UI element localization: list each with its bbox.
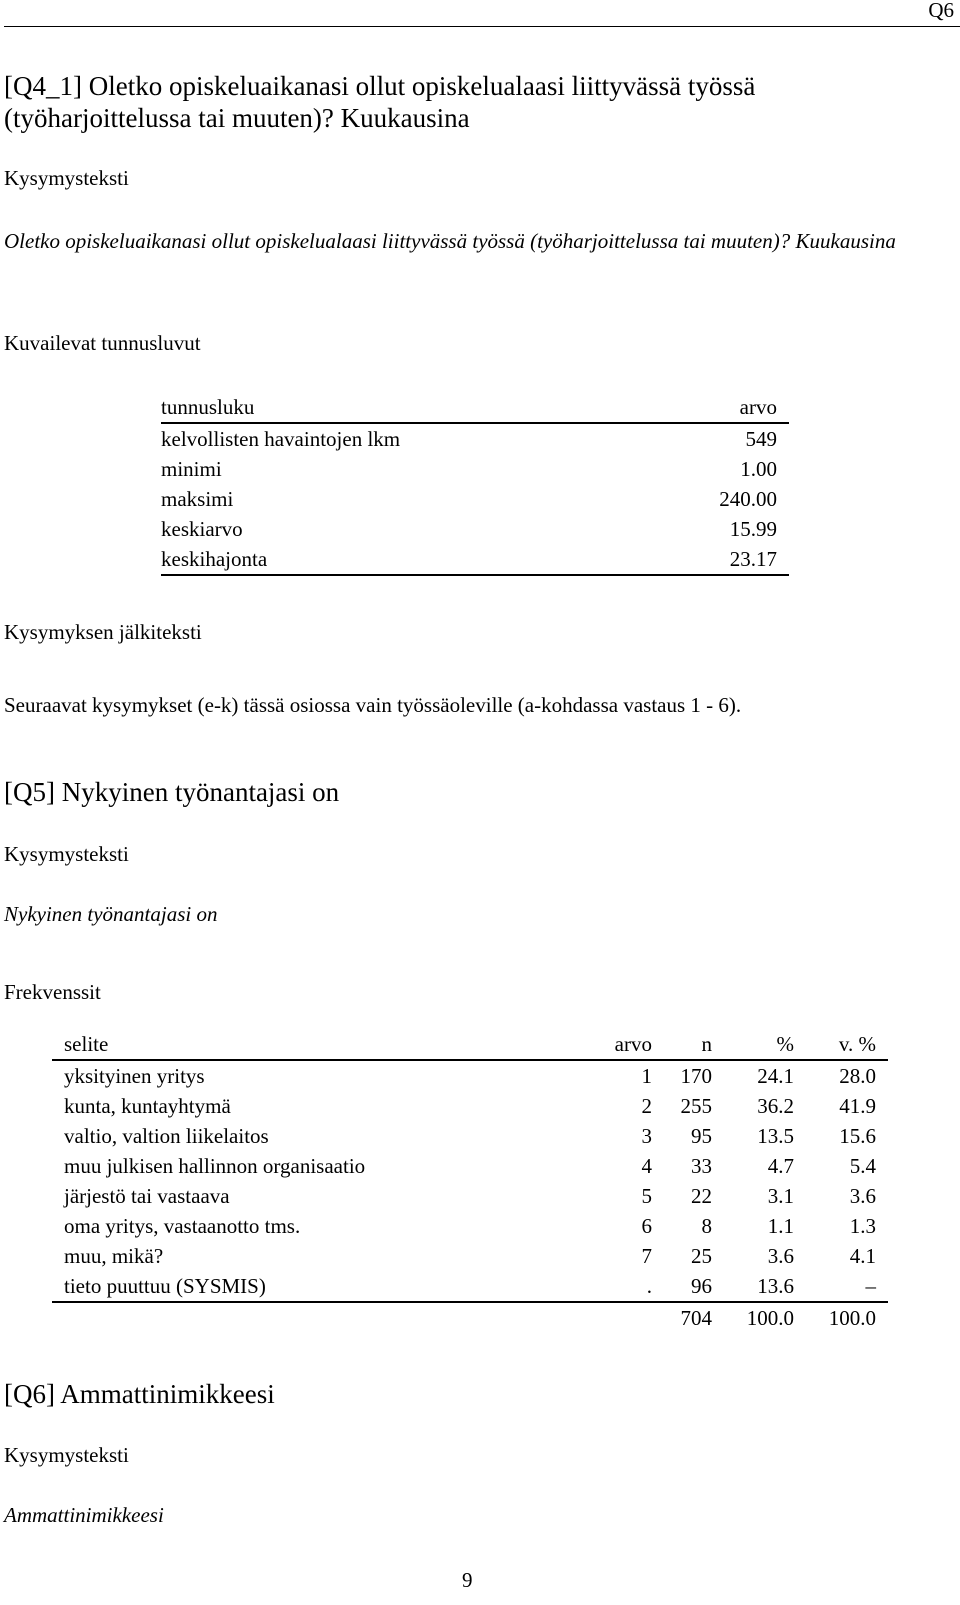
freq-total-n: 704: [680, 1306, 712, 1330]
freq-n: 25: [691, 1244, 712, 1268]
freq-percent: 13.5: [757, 1124, 794, 1148]
stats-header-value: arvo: [739, 395, 777, 419]
q4-question-text: Oletko opiskeluaikanasi ollut opiskelualaasi liittyvässä työssä (työharjoittelussa tai muuten)? Kuukausina: [4, 229, 896, 253]
freq-n: 22: [691, 1184, 712, 1208]
q4-after-text: Seuraavat kysymykset (e-k) tässä osiossa vain työssäoleville (a-kohdassa vastaus 1 - 6).: [4, 693, 742, 717]
q5-question-heading: Kysymysteksti: [4, 842, 129, 866]
stats-value: 1.00: [740, 457, 777, 481]
freq-percent: 3.1: [767, 1184, 794, 1208]
freq-label: muu, mikä?: [64, 1244, 164, 1268]
freq-valid-percent: 41.9: [839, 1094, 876, 1118]
freq-percent: 24.1: [757, 1064, 794, 1088]
freq-table: [52, 1029, 888, 1333]
freq-valid-percent: 3.6: [849, 1184, 876, 1208]
q6-title: [Q6] Ammattinimikkeesi: [4, 1379, 275, 1409]
header-rule: [4, 26, 960, 27]
stats-header-label: tunnusluku: [161, 395, 255, 419]
stats-label: minimi: [161, 457, 222, 481]
freq-value: 5: [641, 1184, 652, 1208]
freq-header-valid-percent: v. %: [838, 1032, 876, 1056]
stats-label: maksimi: [161, 487, 234, 511]
q6-question-text: Ammattinimikkeesi: [4, 1503, 164, 1527]
freq-valid-percent: 15.6: [839, 1124, 876, 1148]
freq-valid-percent: 28.0: [839, 1064, 876, 1088]
q4-question-heading: Kysymysteksti: [4, 166, 129, 190]
q4-after-heading: Kysymyksen jälkiteksti: [4, 620, 202, 644]
stats-value: 240.00: [719, 487, 777, 511]
q5-freq-heading: Frekvenssit: [4, 980, 101, 1004]
stats-row: [161, 514, 789, 544]
page-number: 9: [462, 1568, 473, 1592]
freq-valid-percent: 4.1: [849, 1244, 876, 1268]
freq-header-row: [52, 1029, 888, 1060]
freq-total-percent: 100.0: [746, 1306, 794, 1330]
freq-percent: 3.6: [767, 1244, 794, 1268]
freq-n: 96: [691, 1274, 712, 1298]
q5-question-text: Nykyinen työnantajasi on: [4, 902, 218, 926]
freq-percent: 1.1: [767, 1214, 794, 1238]
stats-label: keskihajonta: [161, 547, 268, 571]
freq-row: [52, 1121, 888, 1151]
freq-valid-percent: –: [865, 1274, 876, 1298]
freq-n: 255: [680, 1094, 712, 1118]
stats-label: keskiarvo: [161, 517, 243, 541]
freq-valid-percent: 1.3: [849, 1214, 876, 1238]
freq-row: [52, 1060, 888, 1091]
stats-header-row: [161, 392, 789, 423]
freq-row: [52, 1211, 888, 1241]
freq-label: yksityinen yritys: [64, 1064, 205, 1088]
freq-label: järjestö tai vastaava: [64, 1184, 230, 1208]
freq-header-n: n: [701, 1032, 712, 1056]
stats-row: [161, 484, 789, 514]
q6-question-heading: Kysymysteksti: [4, 1443, 129, 1467]
freq-n: 170: [680, 1064, 712, 1088]
stats-row: [161, 423, 789, 454]
stats-value: 15.99: [729, 517, 777, 541]
stats-row: [161, 544, 789, 575]
freq-value: 1: [641, 1064, 652, 1088]
freq-n: 8: [701, 1214, 712, 1238]
freq-total-valid-percent: 100.0: [828, 1306, 876, 1330]
stats-row: [161, 454, 789, 484]
freq-valid-percent: 5.4: [849, 1154, 876, 1178]
freq-value: .: [646, 1274, 652, 1298]
freq-row: [52, 1181, 888, 1211]
freq-value: 3: [641, 1124, 652, 1148]
freq-percent: 36.2: [757, 1094, 794, 1118]
q4-title: [Q4_1] Oletko opiskeluaikanasi ollut opiskelualaasi liittyvässä työssä (työharjoittelussa tai muuten)? Kuukausina: [4, 71, 756, 133]
freq-value: 7: [641, 1244, 652, 1268]
freq-label: kunta, kuntayhtymä: [64, 1094, 231, 1118]
freq-row: [52, 1241, 888, 1271]
freq-total-row: [52, 1302, 888, 1333]
freq-percent: 4.7: [767, 1154, 794, 1178]
header-label: Q6: [928, 0, 954, 22]
freq-n: 33: [691, 1154, 712, 1178]
stats-label: kelvollisten havaintojen lkm: [161, 427, 401, 451]
freq-row: [52, 1271, 888, 1302]
freq-header-label: selite: [64, 1032, 109, 1056]
freq-value: 6: [641, 1214, 652, 1238]
stats-value: 23.17: [729, 547, 777, 571]
freq-row: [52, 1091, 888, 1121]
freq-total-value: [592, 1302, 652, 1333]
freq-percent: 13.6: [757, 1274, 794, 1298]
freq-label: oma yritys, vastaanotto tms.: [64, 1214, 301, 1238]
freq-row: [52, 1151, 888, 1181]
freq-value: 4: [641, 1154, 652, 1178]
freq-total-label: [52, 1302, 592, 1333]
stats-value: 549: [745, 427, 777, 451]
q4-stats-heading: Kuvailevat tunnusluvut: [4, 331, 201, 355]
freq-value: 2: [641, 1094, 652, 1118]
freq-label: muu julkisen hallinnon organisaatio: [64, 1154, 366, 1178]
q5-title: [Q5] Nykyinen työnantajasi on: [4, 777, 340, 807]
freq-header-value: arvo: [614, 1032, 652, 1056]
freq-header-percent: %: [776, 1032, 794, 1056]
freq-label: valtio, valtion liikelaitos: [64, 1124, 269, 1148]
stats-table: [161, 392, 789, 576]
freq-label: tieto puuttuu (SYSMIS): [64, 1274, 266, 1298]
freq-n: 95: [691, 1124, 712, 1148]
